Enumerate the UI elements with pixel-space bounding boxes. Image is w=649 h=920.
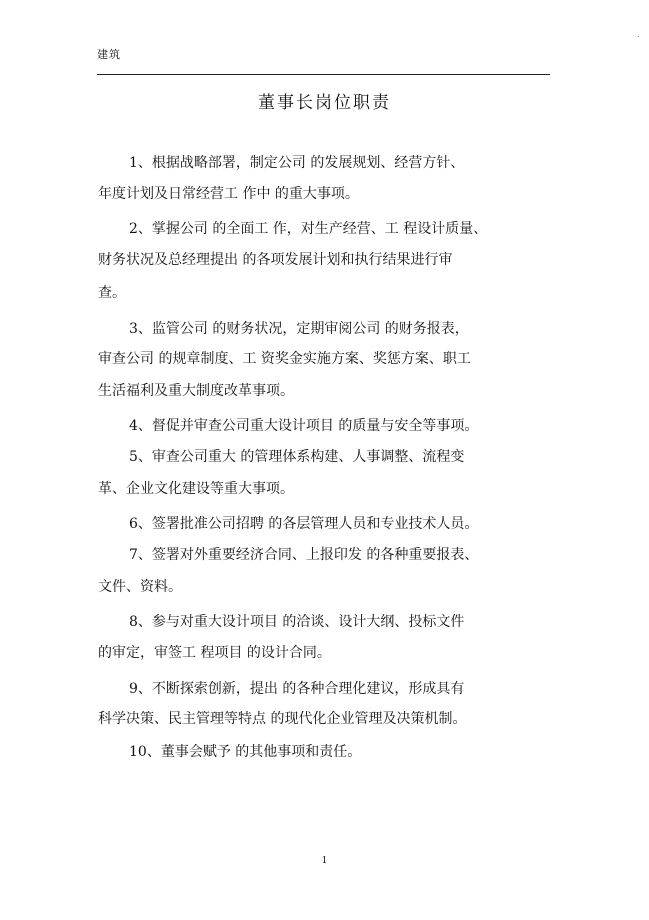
duty-2-line-1: 2、掌握公司 的全面工 作，对生产经营、工 程设计质量、 [129,221,488,237]
duty-9-line-2: 科学决策、民主管理等特点 的现代化企业管理及决策机制。 [98,711,467,727]
duty-8-line-1: 8、参与对重大设计项目 的洽谈、设计大纲、投标文件 [129,614,465,630]
duty-4-line-1: 4、督促并审查公司重大设计项目 的质量与安全等事项。 [129,418,479,434]
duty-3-line-1: 3、监管公司 的财务状况，定期审阅公司 的财务报表， [129,321,469,337]
document-title: 董事长岗位职责 [258,93,391,113]
duty-3-line-3: 生活福利及重大制度改革事项。 [98,383,294,399]
duty-6-line-1: 6、签署批准公司招聘 的各层管理人员和专业技术人员。 [129,516,479,532]
header-rule [97,74,550,75]
duty-2-line-2: 财务状况及总经理提出 的各项发展计划和执行结果进行审 [98,252,453,268]
duty-7-line-2: 文件、资料。 [98,579,182,595]
duty-8-line-2: 的审定，审签工 程项目 的设计合同。 [98,645,331,661]
duty-5-line-1: 5、审查公司重大 的管理体系构建、人事调整、流程变 [129,449,465,465]
corner-mark: . [637,30,640,39]
duty-2-line-3: 查。 [98,285,126,301]
header-label: 建筑 [97,48,121,61]
duty-5-line-2: 革、企业文化建设等重大事项。 [98,481,294,497]
duty-9-line-1: 9、不断探索创新，提出 的各种合理化建议，形成具有 [129,681,465,697]
duty-10-line-1: 10、董事会赋予 的其他事项和责任。 [129,744,362,760]
page-number: 1 [321,856,328,866]
duty-7-line-1: 7、签署对外重要经济合同、上报印发 的各种重要报表、 [129,547,479,563]
duty-3-line-2: 审查公司 的规章制度、工 资奖金实施方案、奖惩方案、职工 [98,351,471,367]
duty-1-line-2: 年度计划及日常经营工 作中 的重大事项。 [98,186,359,202]
duty-1-line-1: 1、根据战略部署，制定公司 的发展规划、经营方针、 [129,155,465,171]
